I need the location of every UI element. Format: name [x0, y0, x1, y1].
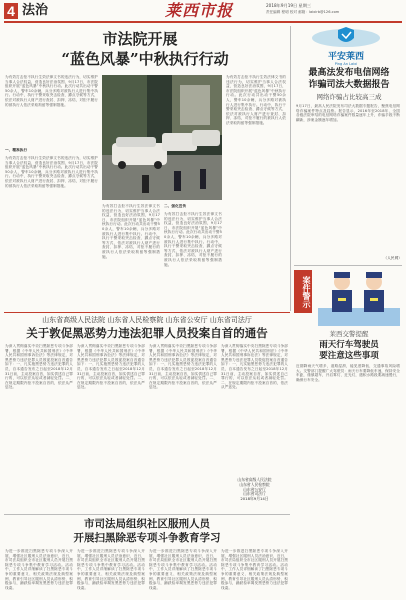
header-rule — [4, 21, 402, 23]
article1-text-col2: 为有效打击拒不执行生效法律文书的违法行为，切实维护当事人合法权益，营造良好法治氛围，9月17日，市法院组织开展“蓝色风暴”中秋执行行动。此次行动共出动干警50余人，警车10余辆，兵分多路对被执行人进行集中执行。行动中，执行干警采取突击检查、蹲点守候等方式，依法对被执行人财产进行查封、扣押、冻结，对拒不履行的被执行人依法采取拘留等强制措施。 — [102, 204, 160, 259]
article3-text-col4: 为进一步推进扫黑除恶专项斗争深入开展，增强社区服刑人员法治意识，近日，市司法局组织全市社区服刑人员开展扫黑除恶专项斗争集中教育学习活动。活动中，工作人员详细解读了扫黑除恶专项斗争的重要意义、相关政策法规及典型案例，教育引导社区服刑人员认清形势，积极参与，踊跃检举揭发黑恶势力违法犯罪线索。 — [221, 549, 288, 590]
notice-title: 关于敦促黑恶势力违法犯罪人员投案自首的通告 — [26, 326, 268, 340]
sidebar-hr — [294, 265, 402, 266]
article3-subtitle: 开展扫黑除恶专项斗争教育学习 — [73, 532, 221, 544]
warning-heading-3: 要注意这些事项 — [319, 351, 379, 361]
article1-subhead-2: 二、强化宣传 — [164, 204, 187, 208]
notice-top-rule — [4, 312, 290, 313]
warning-heading-1: 莱西交警提醒 — [329, 330, 369, 338]
sidebar-body: 9月17日，最高人民法院发布司法大数据专题报告，聚焦电信网络诈骗案件特点及趋势。报告显示，2016年至2018年，全国各级法院审结的电信网络诈骗案件数量逐年上升，诈骗手段不断翻新，涉案金额逐年增加。 — [296, 104, 400, 122]
article1-text-col3: 为有效打击拒不执行生效法律文书的违法行为，切实维护当事人合法权益，营造良好法治氛围，9月17日，市法院组织开展“蓝色风暴”中秋执行行动。此次行动共出动干警50余人，警车10余辆，兵分多路对被执行人进行集中执行。行动中，执行干警采取突击检查、蹲点守候等方式，依法对被执行人财产进行查封、扣押、冻结，对拒不履行的被执行人依法采取拘留等强制措施。 — [164, 212, 222, 267]
police-officers-icon — [318, 268, 400, 326]
article3-top-rule — [4, 514, 290, 515]
date-line: 2018年9月19日 星期三 — [266, 3, 312, 8]
signature-public-security: 山东省公安厅 — [243, 486, 266, 492]
police-cars-scene — [102, 75, 222, 200]
shield-logo-icon — [310, 26, 382, 48]
signature-justice: 山东省司法厅 — [243, 491, 266, 497]
warning-heading-2: 雨天行车驾驶员 — [319, 340, 379, 350]
sidebar-divider — [290, 26, 291, 311]
case-warning-badge: 案件警示 — [294, 270, 312, 313]
article1-text-col1: 为有效打击拒不执行生效法律文书的违法行为，切实维护当事人合法权益，营造良好法治氛围，9月17日，市法院组织开展“蓝色风暴”中秋执行行动。此次行动共出动干警50余人，警车10余辆，兵分多路对被执行人进行集中执行。行动中，执行干警采取突击检查、蹲点守候等方式，依法对被执行人财产进行查封、扣押、冻结，对拒不履行的被执行人依法采取拘留等强制措施。 — [5, 75, 98, 107]
masthead: 莱西市报 — [165, 1, 234, 20]
article1-subtitle: “蓝色风暴”中秋执行行动 — [61, 50, 229, 68]
notice-text-col2: 为深入贯彻落实中央扫黑除恶专项斗争部署，根据《中华人民共和国刑法》《中华人民共和国刑事诉讼法》等法律规定，对黑恶势力违法犯罪人员敦促投案自首通告如下：一、凡实施黑恶势力违法犯罪的人员，自本通告发布之日起至2018年12月31日前，主动投案自首，如实供述自己罪行的，可以依法从轻或者减轻处罚。二、在规定期限内拒不投案自首的，依法从严惩处。 — [77, 344, 145, 390]
signature-procuratorate: 山东省人民检察院 — [239, 481, 270, 487]
notice-text-col4: 为深入贯彻落实中央扫黑除恶专项斗争部署，根据《中华人民共和国刑法》《中华人民共和国刑事诉讼法》等法律规定，对黑恶势力违法犯罪人员敦促投案自首通告如下：一、凡实施黑恶势力违法犯罪的人员，自本通告发布之日起至2018年12月31日前，主动投案自首，如实供述自己罪行的，可以依法从轻或者减轻处罚。二、在规定期限内拒不投案自首的，依法从严惩处。 — [221, 344, 288, 390]
article1-text-col4: 为有效打击拒不执行生效法律文书的违法行为，切实维护当事人合法权益，营造良好法治氛围，9月17日，市法院组织开展“蓝色风暴”中秋执行行动。此次行动共出动干警50余人，警车10余辆，兵分多路对被执行人进行集中执行。行动中，执行干警采取突击检查、蹲点守候等方式，依法对被执行人财产进行查封、扣押、冻结，对拒不履行的被执行人依法采取拘留等强制措施。 — [226, 75, 286, 125]
article1-text-col1b: 为有效打击拒不执行生效法律文书的违法行为，切实维护当事人合法权益，营造良好法治氛围，9月17日，市法院组织开展“蓝色风暴”中秋执行行动。此次行动共出动干警50余人，警车10余辆，兵分多路对被执行人进行集中执行。行动中，执行干警采取突击检查、蹲点守候等方式，依法对被执行人财产进行查封、扣押、冻结，对拒不履行的被执行人依法采取拘留等强制措施。 — [5, 156, 98, 188]
page-number-badge: 4 — [4, 3, 18, 19]
traffic-police-illustration — [318, 268, 400, 326]
notice-signatures — [221, 478, 288, 502]
article3-text-col3: 为进一步推进扫黑除恶专项斗争深入开展，增强社区服刑人员法治意识，近日，市司法局组织全市社区服刑人员开展扫黑除恶专项斗争集中教育学习活动。活动中，工作人员详细解读了扫黑除恶专项斗争的重要意义、相关政策法规及典型案例，教育引导社区服刑人员认清形势，积极参与，踊跃检举揭发黑恶势力违法犯罪线索。 — [149, 549, 217, 590]
logo-subtext: Ping An Laixi — [334, 62, 358, 66]
sidebar-heading-1: 最高法发布电信网络 — [308, 68, 390, 78]
article1-title: 市法院开展 — [102, 30, 178, 48]
sidebar-heading-2: 诈骗司法大数据报告 — [308, 80, 390, 90]
article3-title: 市司法局组织社区服刑人员 — [84, 518, 210, 530]
article3-text-col2: 为进一步推进扫黑除恶专项斗争深入开展，增强社区服刑人员法治意识，近日，市司法局组织全市社区服刑人员开展扫黑除恶专项斗争集中教育学习活动。活动中，工作人员详细解读了扫黑除恶专项斗争的重要意义、相关政策法规及典型案例，教育引导社区服刑人员认清形势，积极参与，踊跃检举揭发黑恶势力违法犯罪线索。 — [77, 549, 145, 590]
signature-court: 山东省高级人民法院 — [237, 477, 272, 482]
section-title: 法治 — [22, 3, 49, 18]
editor-line: 责任编辑 程明 校对 邮箱：laixirb@126.com — [266, 10, 340, 14]
notice-kicker: 山东省高级人民法院 山东省人民检察院 山东省公安厅 山东省司法厅 — [42, 316, 252, 324]
sidebar-heading-3: 网络诈骗占比较高三成 — [316, 93, 382, 101]
notice-text-col1: 为深入贯彻落实中央扫黑除恶专项斗争部署，根据《中华人民共和国刑法》《中华人民共和国刑事诉讼法》等法律规定，对黑恶势力违法犯罪人员敦促投案自首通告如下：一、凡实施黑恶势力违法犯罪的人员，自本通告发布之日起至2018年12月31日前，主动投案自首，如实供述自己罪行的，可以依法从轻或者减轻处罚。二、在规定期限内拒不投案自首的，依法从严惩处。 — [5, 344, 73, 390]
article1-photo — [102, 75, 222, 200]
notice-text-col3: 为深入贯彻落实中央扫黑除恶专项斗争部署，根据《中华人民共和国刑法》《中华人民共和国刑事诉讼法》等法律规定，对黑恶势力违法犯罪人员敦促投案自首通告如下：一、凡实施黑恶势力违法犯罪的人员，自本通告发布之日起至2018年12月31日前，主动投案自首，如实供述自己罪行的，可以依法从轻或者减轻处罚。二、在规定期限内拒不投案自首的，依法从严惩处。 — [149, 344, 217, 390]
ping-an-logo — [310, 26, 382, 66]
article3-text-col1: 为进一步推进扫黑除恶专项斗争深入开展，增强社区服刑人员法治意识，近日，市司法局组织全市社区服刑人员开展扫黑除恶专项斗争集中教育学习活动。活动中，工作人员详细解读了扫黑除恶专项斗争的重要意义、相关政策法规及典型案例，教育引导社区服刑人员认清形势，积极参与，踊跃检举揭发黑恶势力违法犯罪线索。 — [5, 549, 73, 590]
warning-body: 近期降雨天气增多，道路湿滑，能见度降低，交通事故风险增大。交警部门提醒广大驾驶员：雨天行车要降低车速，保持安全车距，谨慎超车，开启雾灯、近光灯，遇积水路段要减速慢行，确保行车安全。 — [296, 364, 400, 382]
sidebar-author: （人民网） — [383, 256, 402, 260]
logo-text: 平安莱西 — [327, 52, 364, 62]
article1-subhead-1: 一、精准执行 — [5, 148, 28, 152]
signature-date: 2018年9月14日 — [240, 496, 269, 502]
